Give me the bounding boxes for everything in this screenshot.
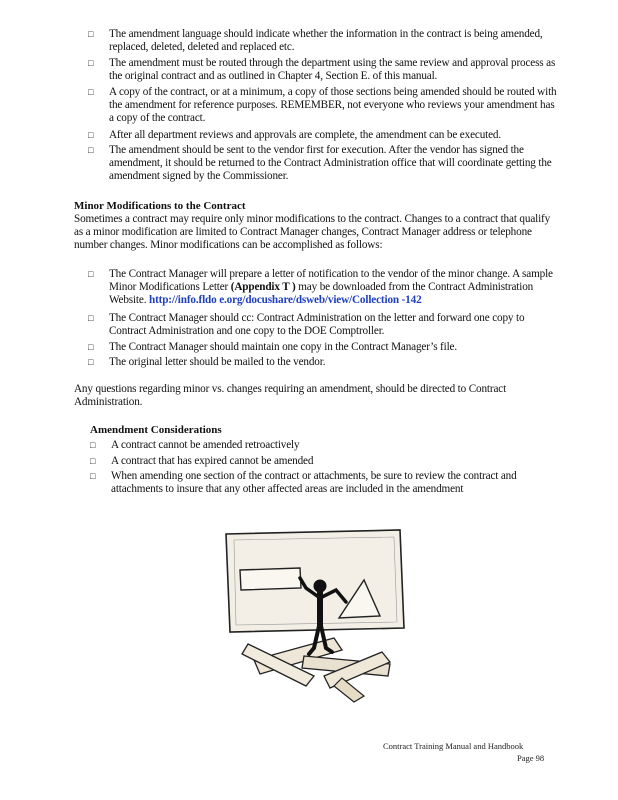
bullet-text-part: may be downloaded from the Contract Administration Website. [109, 281, 534, 306]
bullet-marker: □ [88, 269, 94, 279]
bullet-text: The Contract Manager should cc: Contract Administration on the letter and forward one copy to Contract Administration and one copy to the DOE Comptroller. [109, 312, 525, 337]
list-item [88, 312, 558, 340]
bullet-marker: □ [88, 313, 94, 323]
bullet-text: A contract that has expired cannot be amended [111, 455, 314, 467]
bullet-text: The Contract Manager should maintain one copy in the Contract Manager’s file. [109, 341, 458, 353]
clipart-illustration [214, 526, 410, 708]
bullet-marker: □ [88, 130, 94, 140]
bullet-text: The original letter should be mailed to the vendor. [109, 356, 326, 368]
footer-page-number: Page 98 [517, 753, 545, 763]
bullet-marker: □ [90, 471, 96, 481]
bullet-text: The amendment must be routed through the department using the same review and approval process as the original contract and as outlined in Chapter 4, Section E. of this manual. [109, 57, 556, 82]
list-item [90, 455, 560, 469]
bullet-marker: □ [88, 87, 94, 97]
bullet-text: When amending one section of the contract or attachments, be sure to review the contract and attachments to insure that any other affected areas are included in the amendment [111, 470, 517, 495]
bullet-text: The amendment language should indicate whether the information in the contract is being amended, replaced, deleted, deleted and replaced etc. [109, 28, 543, 53]
list-item [88, 86, 558, 128]
contract-administration-link[interactable]: http://info.fldo e.org/docushare/dsweb/view/Collection -142 [149, 294, 422, 306]
list-item [90, 439, 560, 453]
bullet-text: A copy of the contract, or at a minimum, a copy of those sections being amended should be routed with the amendment for reference purposes. REMEMBER, not everyone who reviews your amendment has a copy of the contract. [109, 86, 557, 124]
bullet-marker: □ [88, 58, 94, 68]
bullet-text: The amendment should be sent to the vendor first for execution. After the vendor has signed the amendment, it should be returned to the Contract Administration office that will coordinate getting the amendment signed by the Commissioner. [109, 144, 552, 182]
list-item [88, 268, 558, 310]
questions-paragraph: Any questions regarding minor vs. changes requiring an amendment, should be directed to Contract Administration. [74, 383, 507, 408]
section-heading-minor-modifications: Minor Modifications to the Contract [74, 200, 246, 212]
bullet-text: A contract cannot be amended retroactively [111, 439, 300, 451]
bullet-text: After all department reviews and approvals are complete, the amendment can be executed. [109, 129, 502, 141]
footer-manual-title: Contract Training Manual and Handbook [383, 741, 524, 751]
bullet-marker: □ [90, 440, 96, 450]
list-item [90, 470, 560, 498]
bullet-marker: □ [88, 342, 94, 352]
bullet-text-part: The Contract Manager will prepare a letter of notification to the vendor of the minor change. A sample Minor Modifications Letter [109, 268, 553, 293]
appendix-reference: (Appendix T ) [230, 281, 296, 293]
list-item [88, 57, 558, 85]
bullet-marker: □ [88, 29, 94, 39]
bullet-marker: □ [88, 145, 94, 155]
list-item [88, 28, 558, 56]
bullet-marker: □ [88, 357, 94, 367]
minor-modifications-intro: Sometimes a contract may require only minor modifications to the contract. Changes to a contract that qualify as a minor modification are limited to Contract Manager changes, Contract Manager address or telephone number changes. Minor modifications can be accomplished as follows: [74, 213, 551, 251]
section-heading-amendment-considerations: Amendment Considerations [90, 424, 222, 436]
list-item [88, 144, 558, 186]
bullet-text [109, 268, 558, 307]
list-item [88, 341, 558, 355]
list-item [88, 129, 558, 143]
list-item [88, 356, 558, 370]
bullet-marker: □ [90, 456, 96, 466]
